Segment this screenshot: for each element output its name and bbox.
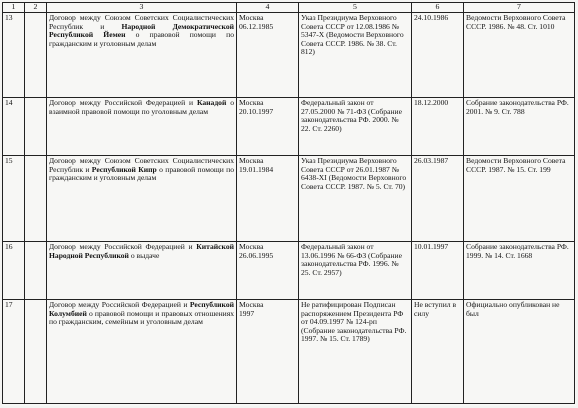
signing-cell	[237, 300, 299, 404]
row-number: 16	[3, 242, 25, 300]
table-row	[3, 156, 575, 242]
treaty-country: Китайской Народной Республикой	[49, 242, 234, 260]
in-force-cell: 18.12.2000	[412, 98, 464, 156]
empty-cell	[25, 300, 47, 404]
signing-date: 19.01.1984	[239, 164, 274, 174]
ratification-cell: Федеральный закон от 27.05.2000 № 71-ФЗ (Собрание законодательства РФ. 2000. № 22. Ст. 2260)	[299, 98, 412, 156]
header-cell: 5	[299, 3, 412, 13]
signing-cell	[237, 156, 299, 242]
treaty-country: Республикой Колумбией	[49, 300, 234, 318]
signing-place: Москва	[239, 242, 264, 251]
empty-cell	[25, 13, 47, 98]
signing-cell	[237, 13, 299, 98]
treaty-title	[47, 300, 237, 404]
header-row	[3, 3, 575, 13]
table-row	[3, 300, 575, 404]
publication-cell: Ведомости Верховного Совета СССР. 1987. № 15. Ст. 199	[464, 156, 575, 242]
signing-place: Москва	[239, 300, 264, 309]
row-number: 17	[3, 300, 25, 404]
document-page	[2, 2, 576, 406]
treaty-title	[47, 156, 237, 242]
treaty-text: о взаимной правовой помощи по уголовным делам	[49, 98, 235, 116]
row-number: 15	[3, 156, 25, 242]
treaty-country: Народной Демократической Республикой Йемен	[49, 21, 234, 40]
empty-cell	[25, 156, 47, 242]
treaty-text: о выдаче	[128, 250, 160, 260]
signing-place: Москва	[239, 98, 264, 107]
header-cell: 3	[47, 3, 237, 13]
treaty-text: о правовой помощи и правовых отношениях по гражданским, семейным и уголовным делам	[49, 308, 234, 327]
treaty-text: Договор между Союзом Советских Социалистических Республик и	[49, 13, 234, 31]
row-number: 14	[3, 98, 25, 156]
treaty-text: Договор между Союзом Советских Социалистических Республик и	[49, 156, 234, 174]
in-force-cell: 26.03.1987	[412, 156, 464, 242]
empty-cell	[25, 98, 47, 156]
table-row	[3, 13, 575, 98]
treaty-text: о правовой помощи по гражданским и уголовным делам	[49, 30, 234, 48]
ratification-cell: Федеральный закон от 13.06.1996 № 66-ФЗ (Собрание законодательства РФ. 1996. № 25. Ст. 2957)	[299, 242, 412, 300]
ratification-cell: Не ратифицирован Подписан распоряжением Президента РФ от 04.09.1997 № 124-рп (Собрание законодательства РФ. 1997. № 15. Ст. 1789)	[299, 300, 412, 404]
publication-cell: Официально опубликован не был	[464, 300, 575, 404]
header-cell: 2	[25, 3, 47, 13]
in-force-cell: 24.10.1986	[412, 13, 464, 98]
in-force-cell: 10.01.1997	[412, 242, 464, 300]
header-cell: 6	[412, 3, 464, 13]
treaty-text: Договор между Российской Федерацией и	[49, 300, 190, 309]
signing-cell	[237, 98, 299, 156]
treaties-table	[2, 2, 575, 404]
signing-place: Москва	[239, 13, 264, 22]
row-number: 13	[3, 13, 25, 98]
treaty-country: Республикой Кипр	[91, 164, 157, 174]
signing-cell	[237, 242, 299, 300]
ratification-cell: Указ Президиума Верховного Совета СССР от 12.08.1986 № 5347-Х (Ведомости Верховного Совета СССР. 1986. № 38. Ст. 812)	[299, 13, 412, 98]
in-force-cell: Не вступил в силу	[412, 300, 464, 404]
treaty-text: о правовой помощи по гражданским и уголовным делам	[49, 164, 234, 183]
treaty-title	[47, 242, 237, 300]
treaty-country: Канадой	[196, 98, 227, 107]
publication-cell: Ведомости Верховного Совета СССР. 1986. № 48. Ст. 1010	[464, 13, 575, 98]
header-cell: 1	[3, 3, 25, 13]
publication-cell: Собрание законодательства РФ. 1999. № 14. Ст. 1668	[464, 242, 575, 300]
signing-date: 1997	[239, 308, 255, 318]
header-cell: 7	[464, 3, 575, 13]
treaty-text: Договор между Российской Федерацией и	[49, 242, 197, 251]
signing-date: 06.12.1985	[239, 21, 274, 31]
publication-cell: Собрание законодательства РФ. 2001. № 9. Ст. 788	[464, 98, 575, 156]
signing-place: Москва	[239, 156, 264, 165]
ratification-cell: Указ Президиума Верховного Совета СССР от 26.01.1987 № 6438-XI (Ведомости Верховного Совета СССР. 1987. № 5. Ст. 70)	[299, 156, 412, 242]
treaty-text: Договор между Российской Федерацией и	[49, 98, 197, 107]
treaty-title	[47, 13, 237, 98]
table-row	[3, 98, 575, 156]
empty-cell	[25, 242, 47, 300]
signing-date: 20.10.1997	[239, 106, 274, 116]
treaty-title	[47, 98, 237, 156]
table-row	[3, 242, 575, 300]
signing-date: 26.06.1995	[239, 250, 274, 260]
header-cell: 4	[237, 3, 299, 13]
